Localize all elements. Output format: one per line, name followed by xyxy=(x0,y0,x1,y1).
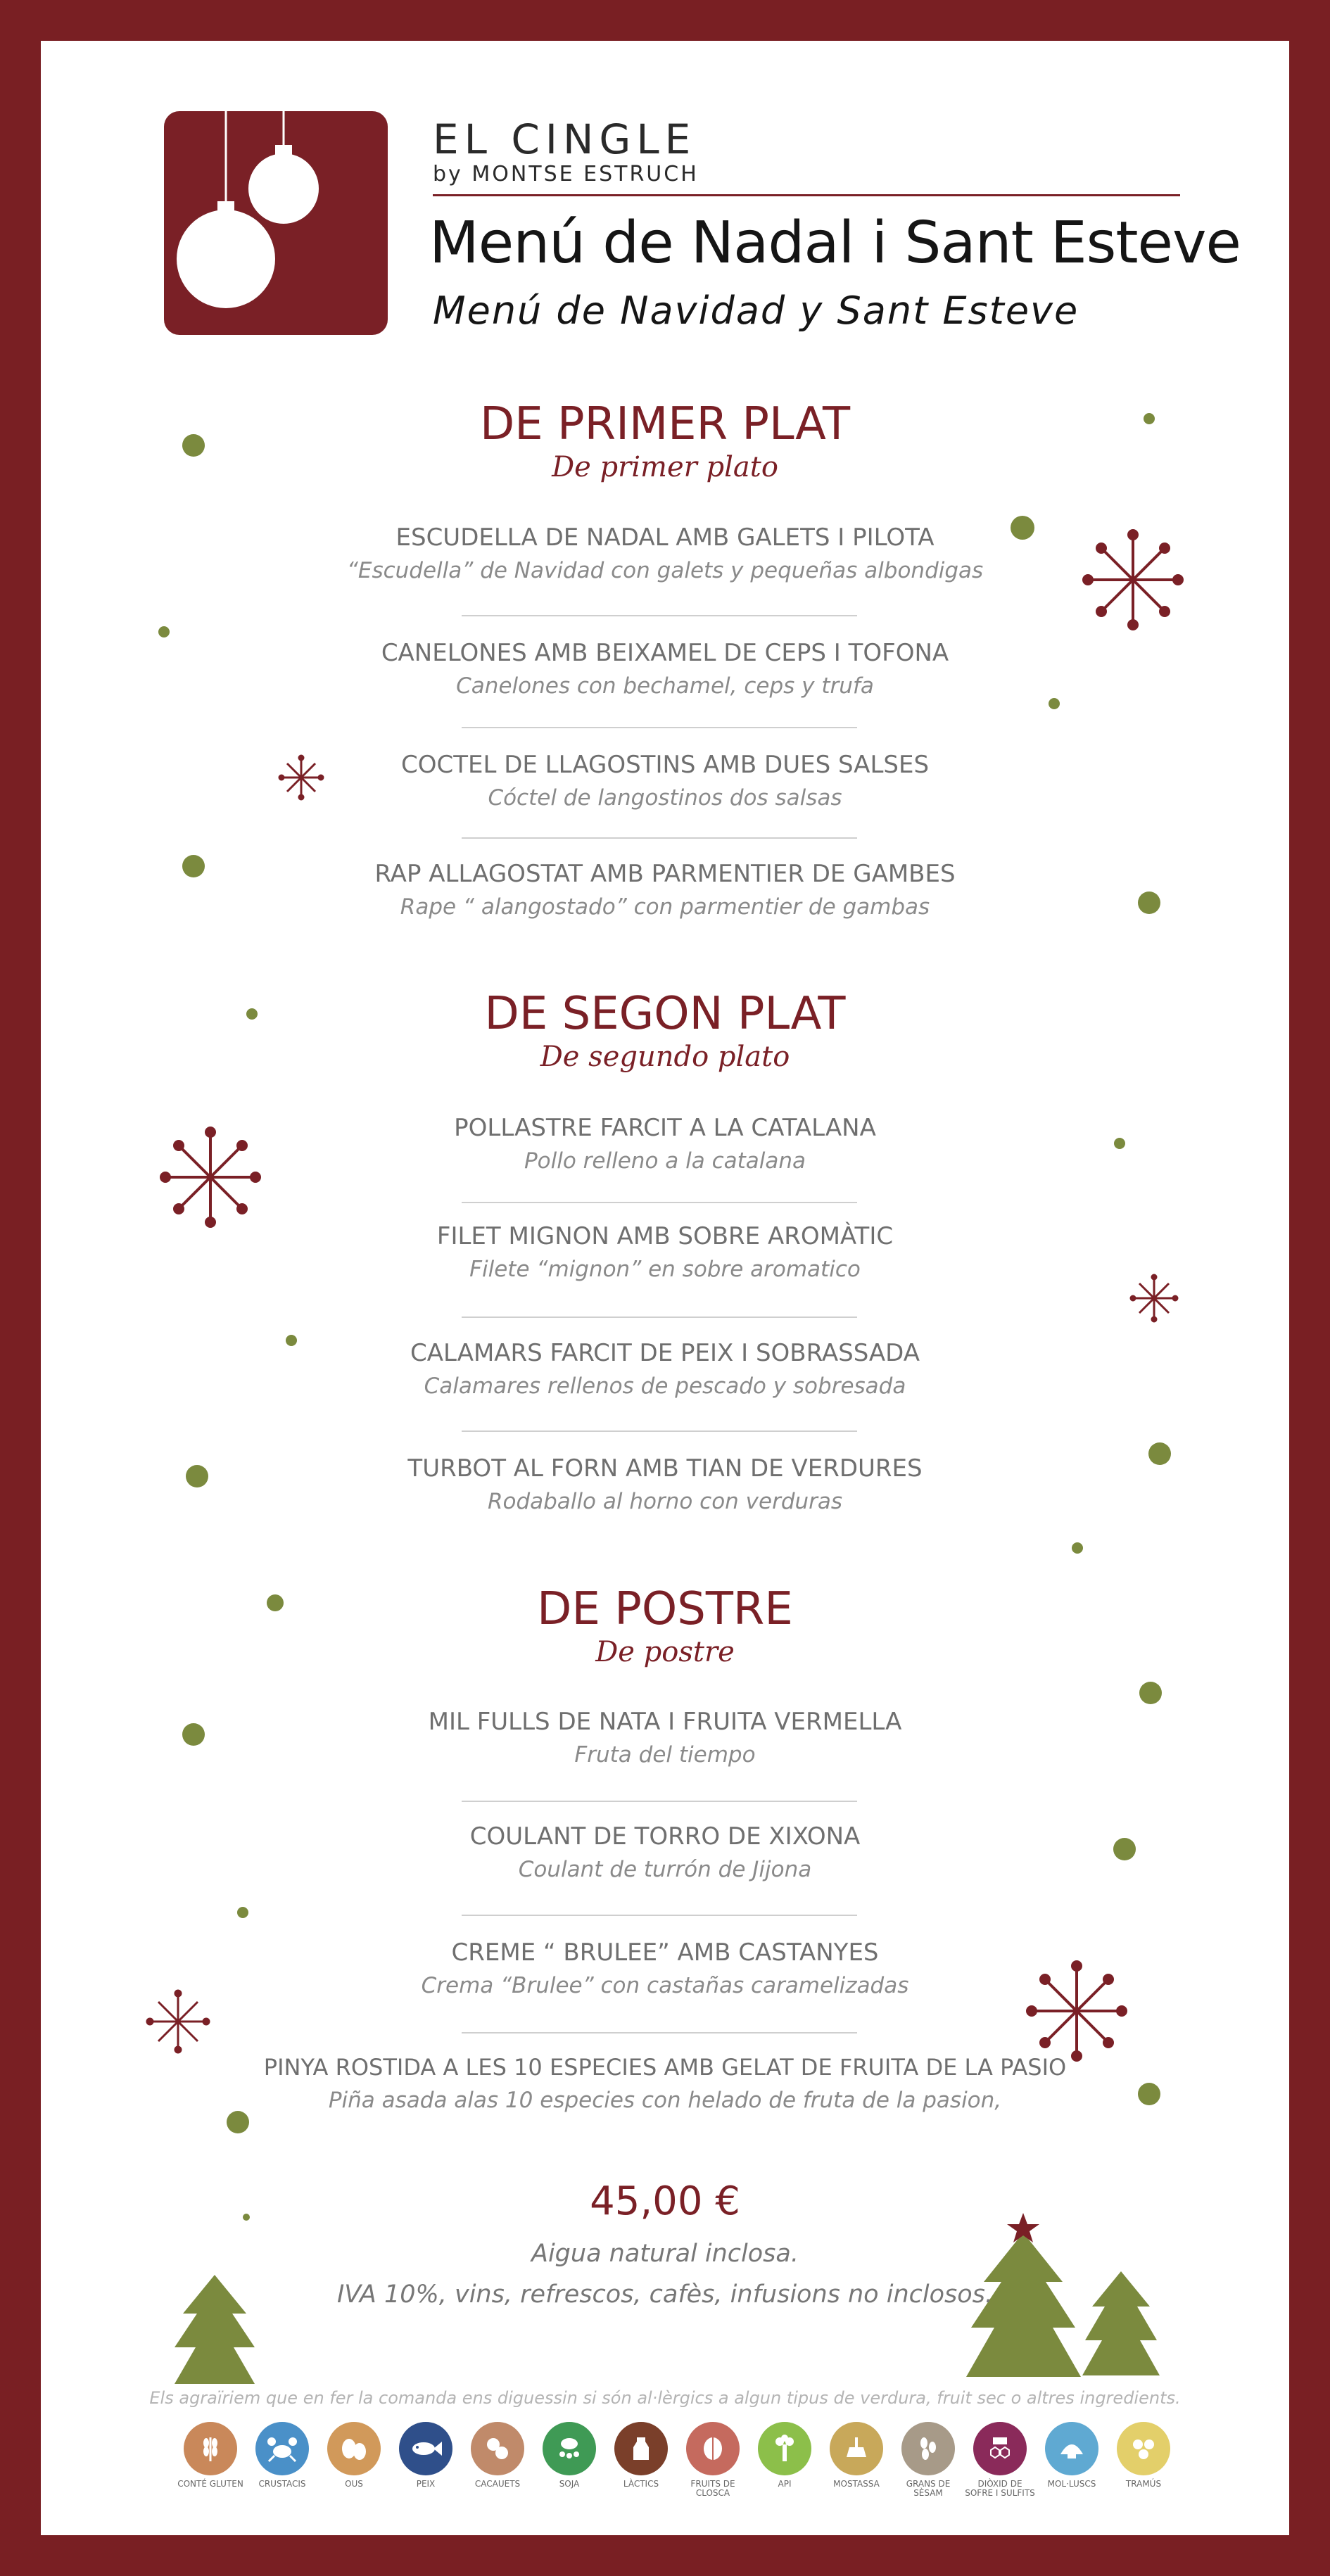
dish-name-catalan: TURBOT AL FORN AMB TIAN DE VERDURES xyxy=(407,1454,923,1483)
dish-name-catalan: CALAMARS FARCIT DE PEIX I SOBRASSADA xyxy=(410,1339,920,1367)
menu-item xyxy=(41,1706,1289,1770)
dish-name-catalan: COCTEL DE LLAGOSTINS AMB DUES SALSES xyxy=(400,751,930,779)
allergen-label: LÀCTICS xyxy=(623,2479,659,2489)
fish-icon xyxy=(399,2422,452,2475)
mustard-icon xyxy=(830,2422,883,2475)
dish-name-spanish: “Escudella” de Navidad con galets y pequeñas albondigas xyxy=(346,558,984,583)
allergen-item xyxy=(749,2422,821,2489)
dish-name-catalan: MIL FULLS DE NATA I FRUITA VERMELLA xyxy=(428,1708,902,1736)
shell-icon xyxy=(1045,2422,1098,2475)
dish-name-catalan: RAP ALLAGOSTAT AMB PARMENTIER DE GAMBES xyxy=(374,860,956,888)
dish-name-spanish: Filete “mignon” en sobre aromatico xyxy=(469,1257,861,1282)
menu-item xyxy=(41,749,1289,813)
dish-name-catalan: FILET MIGNON AMB SOBRE AROMÀTIC xyxy=(436,1222,894,1250)
dish-divider xyxy=(462,615,857,616)
peanut-icon xyxy=(471,2422,524,2475)
sesame-icon xyxy=(901,2422,955,2475)
price-note-excluded: IVA 10%, vins, refrescos, cafès, infusions no inclosos. xyxy=(336,2280,994,2309)
menu-price: 45,00 € xyxy=(590,2178,740,2224)
allergen-label: CACAUETS xyxy=(474,2479,521,2489)
allergen-item xyxy=(964,2422,1036,2498)
allergen-item xyxy=(390,2422,462,2489)
allergen-legend xyxy=(175,2422,1188,2506)
allergy-note: Els agraïriem que en fer la comanda ens diguessin si són al·lèrgics a algun tipus de verdura, fruit sec o altres ingredients. xyxy=(149,2388,1181,2408)
dish-name-spanish: Crema “Brulee” con castañas caramelizadas xyxy=(421,1973,909,1998)
section-subtitle: De postre xyxy=(595,1636,735,1668)
wheat-icon xyxy=(184,2422,237,2475)
brand-byline: by MONTSE ESTRUCH xyxy=(433,162,699,186)
brand-name: EL CINGLE xyxy=(433,115,697,163)
section-title: DE SEGON PLAT xyxy=(484,988,846,1040)
header-divider xyxy=(433,194,1180,196)
allergen-label: CRUSTACIS xyxy=(258,2479,306,2489)
section-title: DE POSTRE xyxy=(537,1583,793,1635)
egg-icon xyxy=(327,2422,381,2475)
dish-name-spanish: Piña asada alas 10 especies con helado de fruta de la pasion, xyxy=(328,2088,1002,2113)
allergen-label: API xyxy=(778,2479,792,2489)
allergen-label: TRAMÚS xyxy=(1125,2479,1162,2489)
menu-item xyxy=(41,637,1289,701)
logo-ornaments-icon xyxy=(164,111,388,335)
celery-icon xyxy=(758,2422,811,2475)
section-header-segon xyxy=(41,988,1289,1074)
dish-name-catalan: ESCUDELLA DE NADAL AMB GALETS I PILOTA xyxy=(395,524,935,552)
menu-title-catalan: Menú de Nadal i Sant Esteve xyxy=(429,210,1241,277)
dish-name-catalan: COULANT DE TORRO DE XIXONA xyxy=(469,1822,861,1851)
dish-name-spanish: Cóctel de langostinos dos salsas xyxy=(488,785,842,811)
section-subtitle: De segundo plato xyxy=(540,1041,790,1073)
menu-item xyxy=(41,2052,1289,2115)
menu-item xyxy=(41,522,1289,585)
dish-divider xyxy=(462,1801,857,1802)
section-header-postre xyxy=(41,1583,1289,1669)
nut-icon xyxy=(686,2422,740,2475)
dish-name-catalan: CANELONES AMB BEIXAMEL DE CEPS I TOFONA xyxy=(381,639,949,667)
soy-icon xyxy=(543,2422,596,2475)
allergen-label: SOJA xyxy=(559,2479,580,2489)
section-header-primer xyxy=(41,398,1289,484)
allergen-item xyxy=(605,2422,677,2489)
milk-icon xyxy=(614,2422,668,2475)
menu-item xyxy=(41,1937,1289,2000)
dish-name-spanish: Calamares rellenos de pescado y sobresada xyxy=(424,1373,906,1399)
dish-name-catalan: CREME “ BRULEE” AMB CASTANYES xyxy=(451,1939,879,1967)
crab-icon xyxy=(255,2422,309,2475)
menu-item xyxy=(41,1221,1289,1284)
allergen-item xyxy=(821,2422,892,2489)
menu-item xyxy=(41,858,1289,922)
section-subtitle: De primer plato xyxy=(552,451,778,483)
allergen-label: MOL·LUSCS xyxy=(1047,2479,1096,2489)
allergen-item xyxy=(677,2422,749,2498)
allergen-label: MOSTASSA xyxy=(833,2479,880,2489)
dish-name-spanish: Coulant de turrón de Jijona xyxy=(518,1857,812,1882)
allergen-item xyxy=(246,2422,318,2489)
lupin-icon xyxy=(1117,2422,1170,2475)
allergen-label: FRUITS DE CLOSCA xyxy=(690,2479,735,2498)
allergen-label: CONTÉ GLUTEN xyxy=(177,2479,243,2489)
menu-item xyxy=(41,1821,1289,1884)
dish-name-catalan: PINYA ROSTIDA A LES 10 ESPECIES AMB GELAT DE FRUITA DE LA PASIO xyxy=(263,2054,1067,2081)
sulphite-icon xyxy=(973,2422,1027,2475)
allergen-label: GRANS DE SÈSAM xyxy=(906,2479,951,2498)
menu-page xyxy=(41,41,1289,2535)
dish-divider xyxy=(462,2032,857,2033)
allergen-item xyxy=(462,2422,533,2489)
dish-name-spanish: Rape “ alangostado” con parmentier de gambas xyxy=(400,894,930,920)
dish-divider xyxy=(462,837,857,839)
brand xyxy=(433,115,699,186)
menu-item xyxy=(41,1453,1289,1516)
section-title: DE PRIMER PLAT xyxy=(479,398,851,450)
dish-divider xyxy=(462,727,857,728)
allergen-label: DIÒXID DE SOFRE I SULFITS xyxy=(965,2479,1035,2498)
allergen-label: PEIX xyxy=(416,2479,436,2489)
dish-name-spanish: Fruta del tiempo xyxy=(574,1742,756,1768)
allergen-item xyxy=(1108,2422,1179,2489)
dish-name-spanish: Rodaballo al horno con verduras xyxy=(487,1489,843,1514)
dish-divider xyxy=(462,1202,857,1203)
menu-item xyxy=(41,1112,1289,1176)
allergen-item xyxy=(1036,2422,1108,2489)
dish-divider xyxy=(462,1316,857,1318)
menu-item xyxy=(41,1338,1289,1401)
menu-title-spanish: Menú de Navidad y Sant Esteve xyxy=(433,288,1079,333)
dish-divider xyxy=(462,1430,857,1432)
dish-name-spanish: Canelones con bechamel, ceps y trufa xyxy=(456,673,874,699)
dish-name-spanish: Pollo relleno a la catalana xyxy=(524,1148,806,1174)
allergen-item xyxy=(175,2422,246,2489)
allergen-item xyxy=(892,2422,964,2498)
dish-name-catalan: POLLASTRE FARCIT A LA CATALANA xyxy=(454,1114,876,1142)
price-note-water: Aigua natural inclosa. xyxy=(531,2240,799,2268)
allergen-item xyxy=(318,2422,390,2489)
dish-divider xyxy=(462,1915,857,1916)
allergen-label: OUS xyxy=(345,2479,363,2489)
allergen-item xyxy=(533,2422,605,2489)
